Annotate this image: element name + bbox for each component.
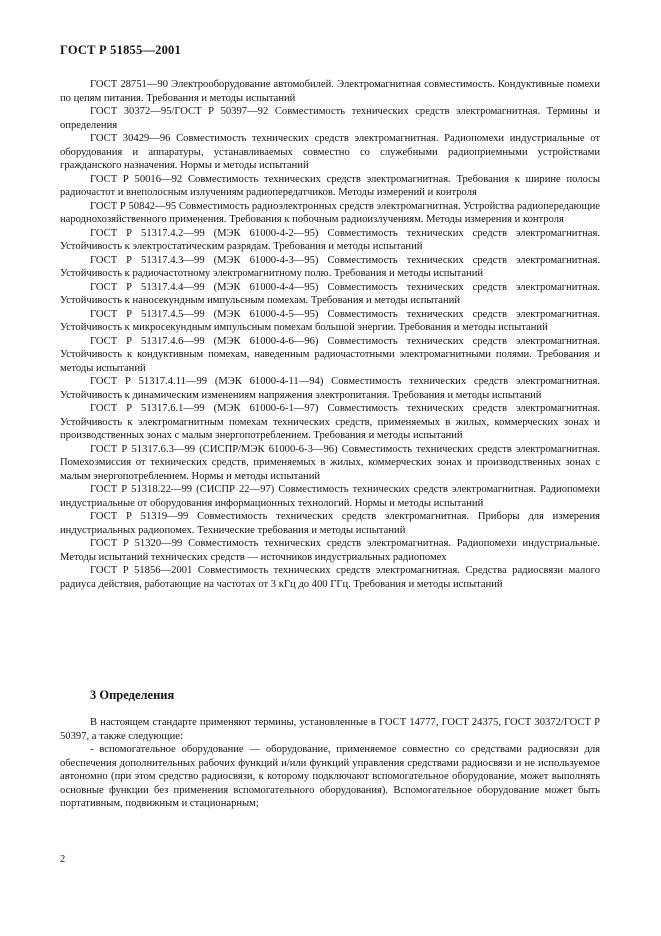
page-number: 2 — [60, 854, 66, 865]
page-header-title: ГОСТ Р 51855—2001 — [60, 43, 181, 57]
reference-item: ГОСТ Р 51317.6.3—99 (СИСПР/МЭК 61000-6-3—96) Совместимость технических средств электромагнитная. Помехоэмиссия от технических средств, применяемых в жилых, коммерческих зонах и производственных зонах с малым энергопотреблением. Нормы и методы испытаний — [60, 443, 600, 482]
reference-item: ГОСТ Р 51318.22—99 (СИСПР 22—97) Совместимость технических средств электромагнитная. Радиопомехи индустриальные от оборудования информационных технологий. Нормы и методы испытаний — [60, 484, 600, 509]
reference-item: ГОСТ Р 51317.4.3—99 (МЭК 61000-4-3—95) Совместимость технических средств электромагнитная. Устойчивость к радиочастотному электромагнитному полю. Требования и методы испытаний — [60, 254, 600, 279]
section-paragraph: - вспомогательное оборудование — оборудование, применяемое совместно со средствами радиосвязи для обеспечения дополнительных рабочих функций и/или функций управления средствами радиосвязи и не используемое автономно (при этом средство радиосвязи, к которому подключают вспомогательное оборудование, может выполнять основные функции без применения вспомогательного оборудования). Вспомогательное оборудование может быть портативным, подвижным и стационарным; — [60, 744, 600, 809]
reference-item: ГОСТ 28751—90 Электрооборудование автомобилей. Электромагнитная совместимость. Кондуктивные помехи по цепям питания. Требования и методы испытаний — [60, 79, 600, 104]
definitions-section — [60, 688, 600, 811]
reference-item: ГОСТ Р 50842—95 Совместимость радиоэлектронных средств электромагнитная. Устройства радиопередающие народнохозяйственного применения. Требования к побочным радиоизлучениям. Методы измерения и контроля — [60, 200, 600, 225]
reference-item: ГОСТ Р 51317.4.4—99 (МЭК 61000-4-4—95) Совместимость технических средств электромагнитная. Устойчивость к наносекундным импульсным помехам. Требования и методы испытаний — [60, 281, 600, 306]
reference-item: ГОСТ 30429—96 Совместимость технических средств электромагнитная. Радиопомехи индустриальные от оборудования и аппаратуры, устанавливаемых совместно со служебными радиоприемными устройствами гражданского назначения. Нормы и методы испытаний — [60, 133, 600, 171]
reference-item: ГОСТ Р 51317.6.1—99 (МЭК 61000-6-1—97) Совместимость технических средств электромагнитная. Устойчивость к электромагнитным помехам технических средств, применяемых в жилых, коммерческих зонах и производственных зонах с малым энергопотреблением. Требования и методы испытаний — [60, 403, 600, 441]
reference-item: ГОСТ Р 51317.4.6—99 (МЭК 61000-4-6—96) Совместимость технических средств электромагнитная. Устойчивость к кондуктивным помехам, наведенным радиочастотными электромагнитными полями. Требования и методы испытаний — [60, 335, 600, 374]
reference-item: ГОСТ 30372—95/ГОСТ Р 50397—92 Совместимость технических средств электромагнитная. Термины и определения — [60, 106, 600, 131]
normative-references-list — [60, 78, 600, 591]
section-heading: 3 Определения — [90, 688, 175, 702]
reference-item: ГОСТ Р 51856—2001 Совместимость технических средств электромагнитная. Средства радиосвязи малого радиуса действия, работающие на частотах от 3 кГц до 400 ГГц. Требования и методы испытаний — [60, 565, 600, 590]
reference-item: ГОСТ Р 50016—92 Совместимость технических средств электромагнитная. Требования к ширине полосы радиочастот и внеполосным излучениям радиопередатчиков. Методы измерений и контроля — [60, 173, 600, 198]
reference-item: ГОСТ Р 51317.4.5—99 (МЭК 61000-4-5—95) Совместимость технических средств электромагнитная. Устойчивость к микросекундным импульсным помехам большой энергии. Требования и методы испытаний — [60, 308, 600, 333]
reference-item: ГОСТ Р 51317.4.2—99 (МЭК 61000-4-2—95) Совместимость технических средств электромагнитная. Устойчивость к электростатическим разрядам. Требования и методы испытаний — [60, 227, 600, 252]
reference-item: ГОСТ Р 51319—99 Совместимость технических средств электромагнитная. Приборы для измерения индустриальных радиопомех. Технические требования и методы испытаний — [60, 511, 600, 536]
section-paragraph: В настоящем стандарте применяют термины, установленные в ГОСТ 14777, ГОСТ 24375, ГОСТ 30372/ГОСТ Р 50397, а также следующие: — [60, 717, 600, 742]
reference-item: ГОСТ Р 51317.4.11—99 (МЭК 61000-4-11—94) Совместимость технических средств электромагнитная. Устойчивость к динамическим изменениям напряжения электропитания. Требования и методы испытаний — [60, 376, 600, 401]
reference-item: ГОСТ Р 51320—99 Совместимость технических средств электромагнитная. Радиопомехи индустриальные. Методы испытаний технических средств — источников индустриальных радиопомех — [60, 538, 600, 563]
